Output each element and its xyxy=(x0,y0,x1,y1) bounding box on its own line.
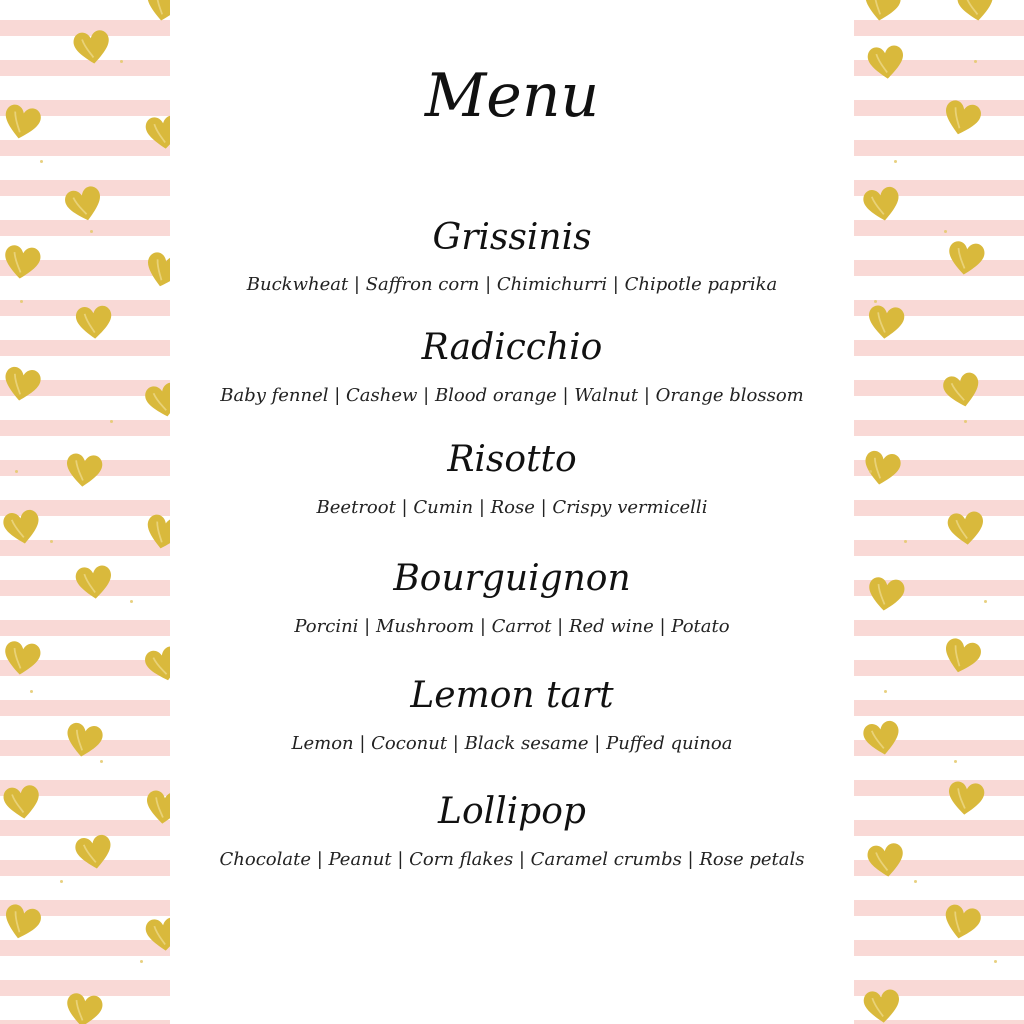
gold-dot xyxy=(874,300,877,303)
gold-dot xyxy=(884,690,887,693)
section-title-lemon-tart: Lemon tart xyxy=(410,675,614,716)
gold-dot xyxy=(914,880,917,883)
gold-dot xyxy=(110,420,113,423)
gold-heart-icon xyxy=(941,233,991,283)
gold-heart-icon xyxy=(137,243,170,296)
gold-dot xyxy=(964,420,967,423)
gold-heart-icon xyxy=(71,299,118,346)
gold-dot xyxy=(120,60,123,63)
section-items-lemon-tart: Lemon | Coconut | Black sesame | Puffed quinoa xyxy=(291,733,733,754)
gold-heart-icon xyxy=(862,298,910,346)
gold-heart-icon xyxy=(140,783,170,831)
section-title-bourguignon: Bourguignon xyxy=(393,558,631,599)
gold-heart-icon xyxy=(857,443,908,494)
menu-title: Menu xyxy=(424,61,600,131)
gold-heart-icon xyxy=(70,558,118,606)
gold-heart-icon xyxy=(936,364,988,416)
gold-heart-icon xyxy=(67,22,117,72)
gold-heart-icon xyxy=(858,982,906,1024)
gold-heart-icon xyxy=(942,774,990,822)
section-title-risotto: Risotto xyxy=(447,439,577,480)
gold-heart-icon xyxy=(59,985,109,1024)
gold-heart-icon xyxy=(59,715,110,766)
gold-heart-icon xyxy=(857,713,908,764)
gold-dot xyxy=(869,470,872,473)
gold-heart-icon xyxy=(861,835,911,885)
gold-heart-icon xyxy=(857,0,908,29)
gold-heart-icon xyxy=(0,895,49,948)
gold-heart-icon xyxy=(0,633,47,683)
gold-dot xyxy=(994,960,997,963)
gold-dot xyxy=(974,60,977,63)
gold-heart-icon xyxy=(139,0,170,29)
gold-heart-icon xyxy=(57,177,110,230)
gold-heart-icon xyxy=(942,504,990,552)
gold-heart-icon xyxy=(138,374,170,426)
gold-heart-icon xyxy=(0,237,47,287)
gold-heart-icon xyxy=(140,108,170,156)
gold-heart-icon xyxy=(137,637,170,690)
right-decorative-border xyxy=(854,0,1024,1024)
gold-dot xyxy=(954,760,957,763)
section-items-bourguignon: Porcini | Mushroom | Carrot | Red wine | Potato xyxy=(294,616,730,637)
gold-heart-icon xyxy=(138,506,170,558)
gold-dot xyxy=(944,230,947,233)
gold-heart-icon xyxy=(140,910,170,958)
section-items-radicchio: Baby fennel | Cashew | Blood orange | Walnut | Orange blossom xyxy=(220,385,804,406)
gold-heart-icon xyxy=(935,91,988,144)
gold-dot xyxy=(40,160,43,163)
section-title-lollipop: Lollipop xyxy=(438,791,586,832)
section-items-risotto: Beetroot | Cumin | Rose | Crispy vermicelli xyxy=(316,497,708,518)
gold-heart-icon xyxy=(0,777,47,827)
gold-dot xyxy=(60,880,63,883)
gold-dot xyxy=(30,690,33,693)
gold-heart-icon xyxy=(861,569,911,619)
gold-dot xyxy=(984,600,987,603)
gold-dot xyxy=(130,600,133,603)
gold-heart-icon xyxy=(0,96,48,148)
left-decorative-border xyxy=(0,0,170,1024)
gold-dot xyxy=(15,470,18,473)
section-items-grissinis: Buckwheat | Saffron corn | Chimichurri | Chipotle paprika xyxy=(246,274,778,295)
gold-heart-icon xyxy=(936,896,988,948)
gold-heart-icon xyxy=(60,446,108,494)
gold-heart-icon xyxy=(69,827,120,878)
section-items-lollipop: Chocolate | Peanut | Corn flakes | Caramel crumbs | Rose petals xyxy=(219,849,805,870)
gold-heart-icon xyxy=(935,629,988,682)
gold-dot xyxy=(50,540,53,543)
gold-dot xyxy=(904,540,907,543)
gold-dot xyxy=(90,230,93,233)
gold-heart-icon xyxy=(857,179,908,230)
gold-dot xyxy=(140,960,143,963)
gold-dot xyxy=(20,300,23,303)
gold-dot xyxy=(894,160,897,163)
menu-panel xyxy=(170,0,854,1024)
gold-heart-icon xyxy=(951,0,1001,29)
gold-dot xyxy=(100,760,103,763)
gold-heart-icon xyxy=(0,502,47,553)
section-title-radicchio: Radicchio xyxy=(421,327,603,368)
gold-heart-icon xyxy=(0,359,47,410)
section-title-grissinis: Grissinis xyxy=(432,217,592,258)
gold-heart-icon xyxy=(862,38,910,86)
